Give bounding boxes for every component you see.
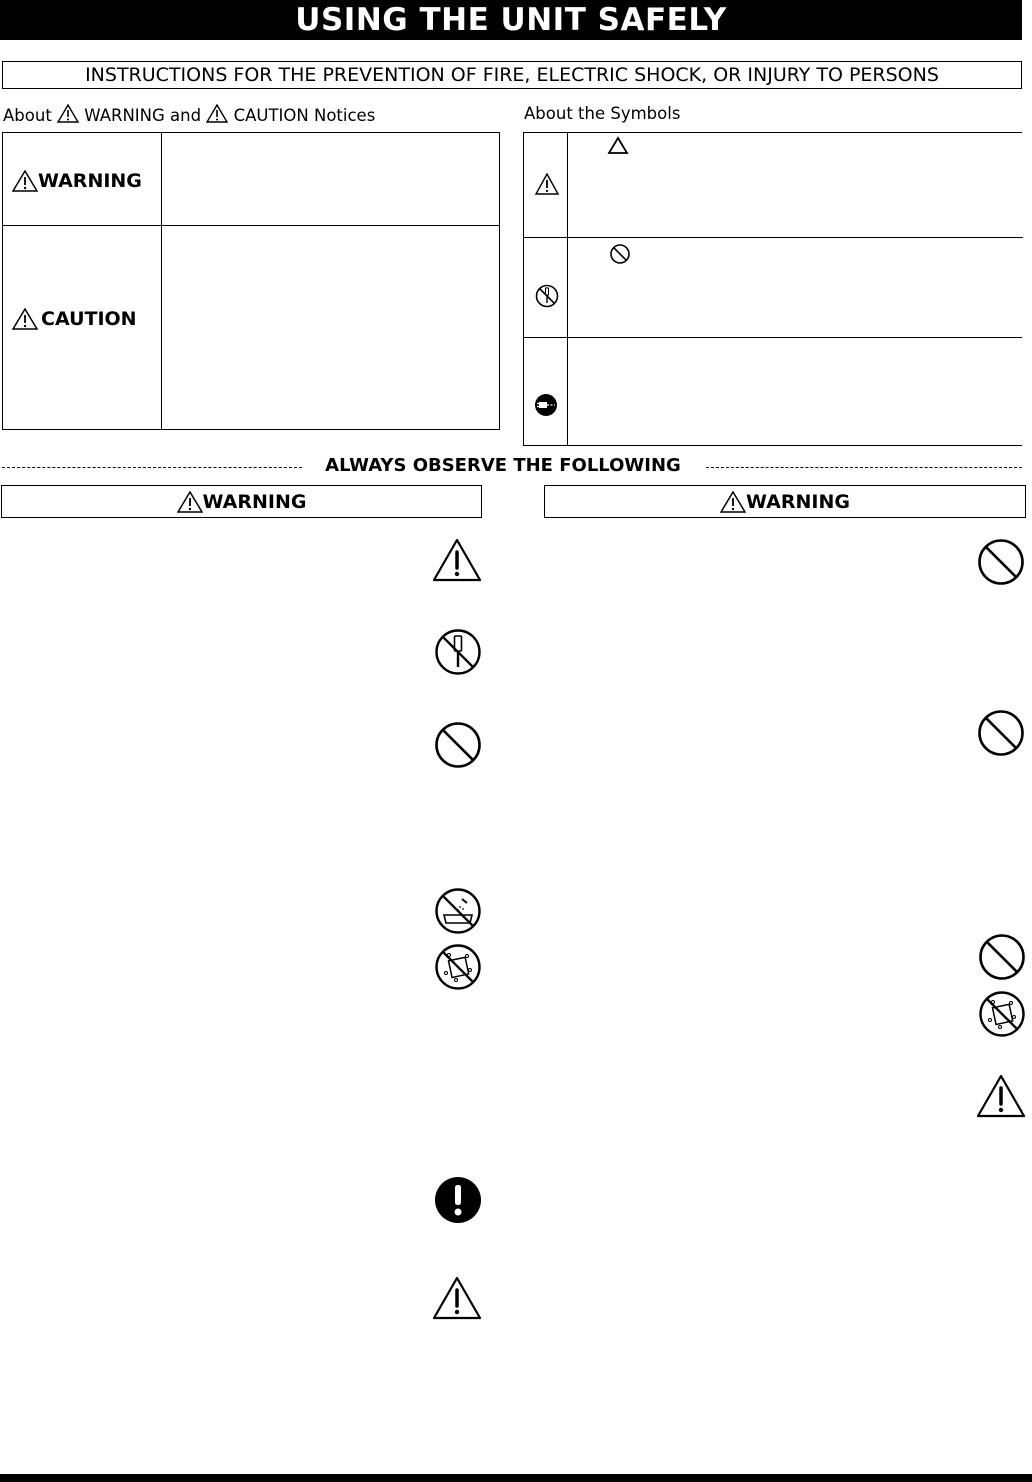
dashed-rule xyxy=(2,467,302,468)
symbols-divider xyxy=(567,132,568,446)
caption-caution: CAUTION Notices xyxy=(233,106,376,125)
prohibited-icon xyxy=(977,709,1025,757)
symbols-row-divider xyxy=(523,337,1022,338)
caption-warning: WARNING and xyxy=(84,106,202,125)
triangle-outline-icon xyxy=(607,136,629,155)
alert-icon xyxy=(432,538,482,582)
prohibited-icon xyxy=(978,933,1026,981)
dashed-rule xyxy=(706,467,1022,468)
observe-heading: ALWAYS OBSERVE THE FOLLOWING xyxy=(325,455,681,476)
notices-caption xyxy=(3,104,375,125)
symbols-table xyxy=(523,132,1022,446)
prohibited-icon xyxy=(977,538,1025,586)
no-disassemble-icon xyxy=(535,284,559,308)
no-water-icon xyxy=(978,990,1026,1038)
notices-divider xyxy=(161,132,162,430)
prohibited-icon xyxy=(609,243,631,265)
warning-notice-label: WARNING xyxy=(12,168,142,194)
page-title: USING THE UNIT SAFELY xyxy=(0,0,1022,40)
notices-row-divider xyxy=(2,225,500,226)
alert-icon xyxy=(535,173,559,195)
footer-bar xyxy=(0,1474,1032,1482)
alert-icon xyxy=(206,104,228,123)
right-warning-heading: WARNING xyxy=(544,485,1026,518)
symbols-caption: About the Symbols xyxy=(524,104,681,123)
no-disassemble-icon xyxy=(434,628,482,676)
instructions-banner: INSTRUCTIONS FOR THE PREVENTION OF FIRE, ELECTRIC SHOCK, OR INJURY TO PERSONS xyxy=(2,61,1022,89)
unplug-icon xyxy=(534,393,558,417)
alert-icon xyxy=(12,308,38,330)
alert-icon xyxy=(57,104,79,123)
caption-about: About xyxy=(3,106,52,125)
prohibited-icon xyxy=(434,721,482,769)
caution-notice-label: CAUTION xyxy=(12,306,137,332)
alert-icon xyxy=(432,1276,482,1320)
alert-icon xyxy=(976,1074,1026,1118)
alert-icon xyxy=(720,491,746,513)
alert-icon xyxy=(177,491,203,513)
left-warning-heading: WARNING xyxy=(1,485,482,518)
no-water-icon xyxy=(434,943,482,991)
required-action-icon xyxy=(434,1176,482,1224)
no-bathroom-icon xyxy=(434,887,482,935)
alert-icon xyxy=(12,170,38,192)
symbols-row-divider xyxy=(523,237,1023,238)
